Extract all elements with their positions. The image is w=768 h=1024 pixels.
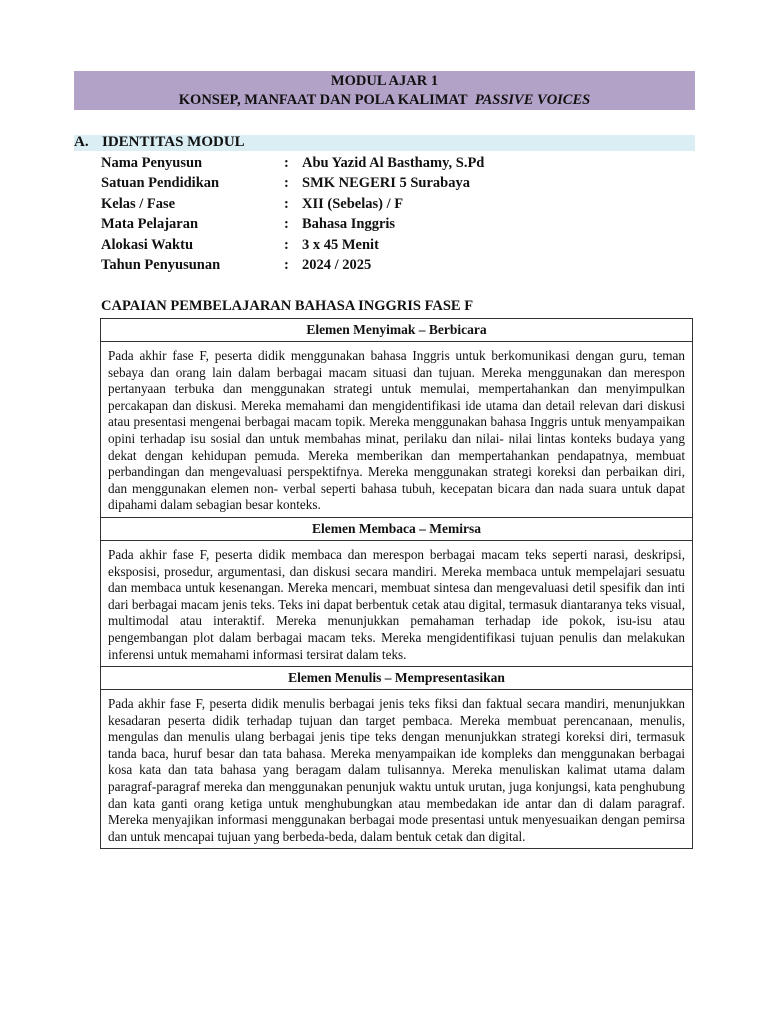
element-title: Elemen Menulis – Mempresentasikan (101, 667, 693, 690)
element-description: Pada akhir fase F, peserta didik menulis berbagai jenis teks fiksi dan faktual secara mandiri, menunjukkan kesadaran peserta didik terhadap tujuan dan target pembaca. Mereka membuat perencanaan, menulis, mengulas dan menulis ulang berbagai jenis tipe teks dengan menunjukkan strategi koreksi diri, termasuk tanda baca, huruf besar dan tata bahasa. Mereka menyampaikan ide kompleks dan menggunakan berbagai kosa kata dan tata bahasa yang beragam dalam tulisannya. Mereka menuliskan kalimat utama dalam paragraf-paragraf mereka dan menggunakan penunjuk waktu untuk urutan, juga konjungsi, kata penghubung dan kata ganti orang ketiga untuk menghubungkan atau membedakan ide antar dan di dalam paragraf. Mereka menyajikan informasi menggunakan berbagai mode presentasi untuk menyesuaikan dengan pemirsa dan untuk mencapai tujuan yang berbeda-beda, dalam bentuk cetak dan digital. (101, 690, 693, 849)
identity-label: Tahun Penyusunan (101, 256, 221, 273)
identity-label: Mata Pelajaran (101, 216, 199, 233)
identity-row (101, 153, 661, 173)
identity-value: XII (Sebelas) / F (302, 195, 404, 212)
identity-separator: : (284, 175, 289, 192)
module-title: MODUL AJAR 1 (330, 73, 439, 89)
identity-value: Bahasa Inggris (302, 216, 396, 233)
identity-value: SMK NEGERI 5 Surabaya (302, 175, 470, 192)
section-a-title: IDENTITAS MODUL (102, 134, 245, 150)
element-description: Pada akhir fase F, peserta didik membaca dan merespon berbagai macam teks seperti narasi, deskripsi, eksposisi, prosedur, argumentasi, dan diskusi secara mandiri. Mereka membaca untuk mempelajari sesuatu dan membaca untuk kesenangan. Mereka mencari, membuat sintesa dan mengevaluasi detil spesifik dan inti dari berbagai macam jenis teks. Teks ini dapat berbentuk cetak atau digital, termasuk diantaranya teks visual, multimodal atau interaktif. Mereka menunjukkan pemahaman terhadap ide pokok, isu-isu atau pengembangan plot dalam berbagai macam teks. Mereka mengidentifikasi tujuan penulis dan melakukan inferensi untuk memahami informasi tersirat dalam teks. (101, 540, 693, 666)
identity-list (101, 153, 661, 275)
identity-value: 2024 / 2025 (302, 256, 372, 273)
identity-label: Alokasi Waktu (101, 236, 194, 253)
table-row (101, 690, 693, 849)
section-a-heading (74, 134, 695, 151)
table-row (101, 667, 693, 690)
identity-label: Satuan Pendidikan (101, 175, 220, 192)
capaian-heading: CAPAIAN PEMBELAJARAN BAHASA INGGRIS FASE F (101, 298, 474, 314)
module-subtitle-text: KONSEP, MANFAAT DAN POLA KALIMAT (178, 92, 468, 108)
identity-value: Abu Yazid Al Basthamy, S.Pd (302, 155, 485, 171)
module-subtitle-italic: PASSIVE VOICES (474, 92, 591, 108)
table-row (101, 517, 693, 540)
identity-value: 3 x 45 Menit (302, 236, 379, 253)
identity-row (101, 255, 661, 275)
identity-separator: : (284, 195, 289, 212)
identity-separator: : (284, 155, 289, 171)
module-title-banner (74, 71, 695, 110)
identity-separator: : (284, 256, 289, 273)
element-description: Pada akhir fase F, peserta didik menggunakan bahasa Inggris untuk berkomunikasi dengan guru, teman sebaya dan orang lain dalam berbagai macam situasi dan tujuan. Mereka menggunakan dan merespon pertanyaan terbuka dan menggunakan strategi untuk memulai, mempertahankan dan menyimpulkan percakapan dan diskusi. Mereka memahami dan mengidentifikasi ide utama dan detail relevan dari diskusi atau presentasi mengenai berbagai macam topik. Mereka menggunakan bahasa Inggris untuk menyampaikan opini terhadap isu sosial dan untuk membahas minat, perilaku dan nilai- nilai lintas konteks budaya yang dekat dengan kehidupan pemuda. Mereka memberikan dan mempertahankan pendapatnya, membuat perbandingan dan mengevaluasi perspektifnya. Mereka menggunakan strategi koreksi dan perbaikan diri, dan menggunakan elemen non- verbal seperti bahasa tubuh, kecepatan bicara dan nada suara untuk dapat dipahami dalam sebagian besar konteks. (101, 342, 693, 518)
identity-row (101, 235, 661, 255)
identity-label: Nama Penyusun (101, 155, 203, 171)
identity-row (101, 173, 661, 193)
table-row (101, 342, 693, 518)
identity-row (101, 214, 661, 234)
table-row (101, 540, 693, 666)
module-subtitle (74, 91, 695, 110)
capaian-table (100, 318, 693, 849)
element-title: Elemen Membaca – Memirsa (101, 517, 693, 540)
identity-row (101, 194, 661, 214)
table-row (101, 319, 693, 342)
element-title: Elemen Menyimak – Berbicara (101, 319, 693, 342)
section-a-number: A. (74, 134, 89, 150)
identity-separator: : (284, 236, 289, 253)
identity-separator: : (284, 216, 289, 233)
identity-label: Kelas / Fase (101, 195, 176, 212)
